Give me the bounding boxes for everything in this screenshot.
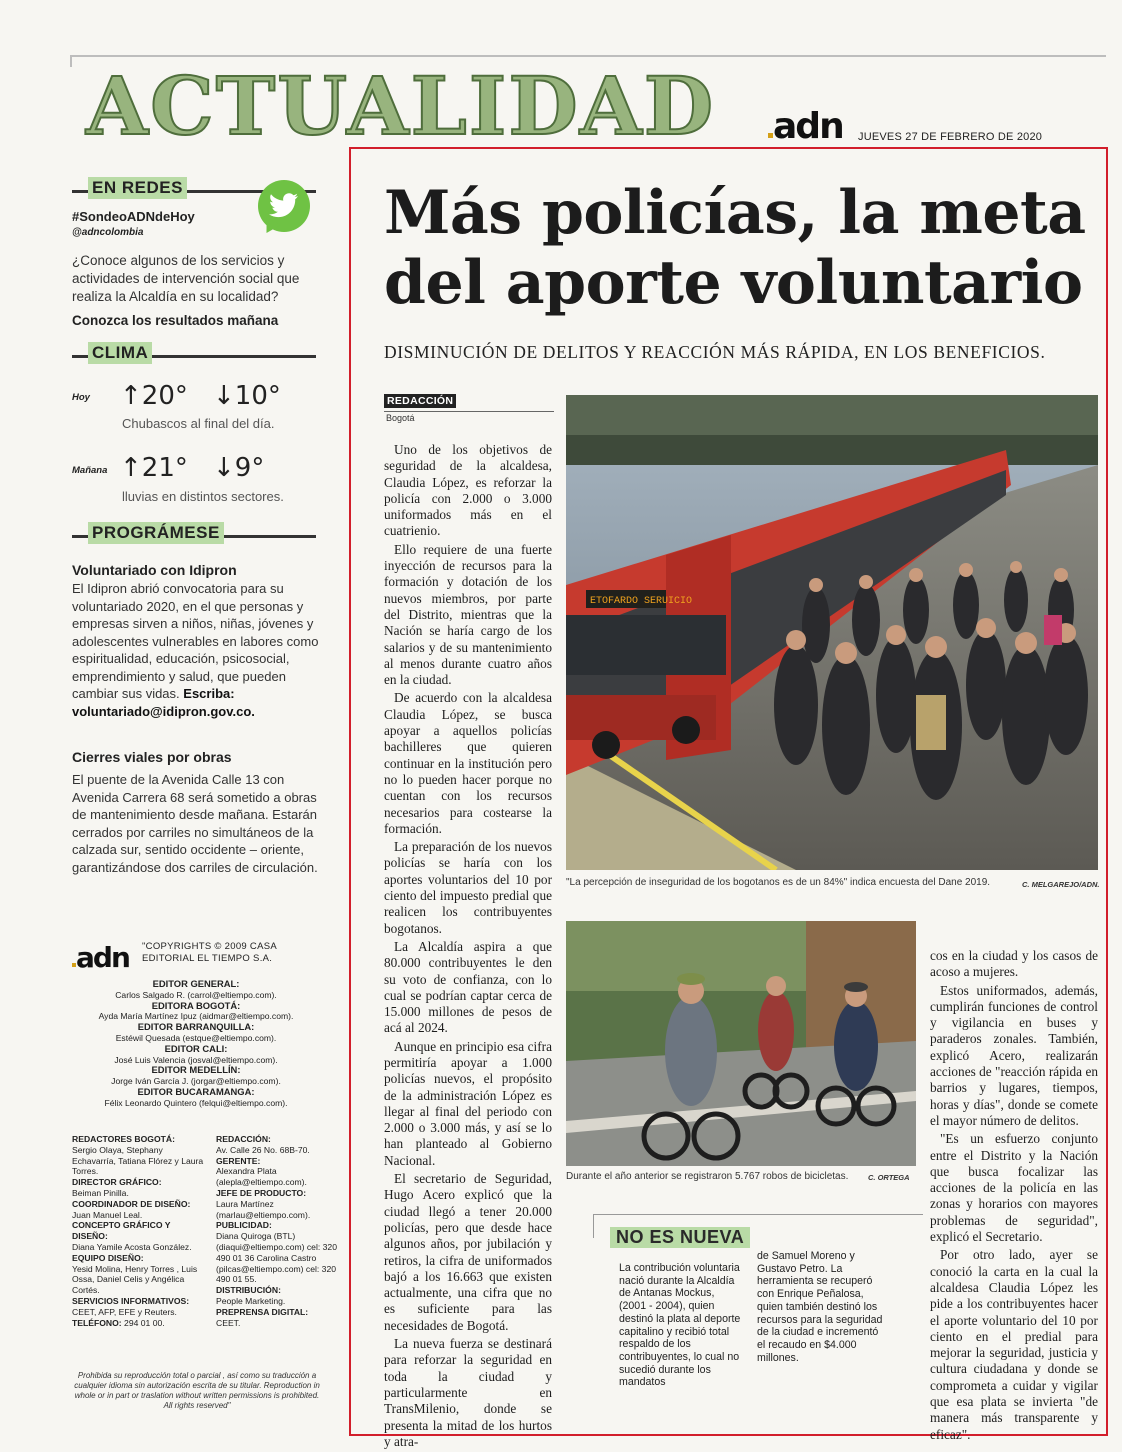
staff-role: DIRECTOR GRÁFICO:	[72, 1177, 162, 1188]
staff-name: CEET.	[216, 1317, 241, 1328]
staff-name: Beiman Pinilla.	[72, 1187, 129, 1198]
editor-role: EDITORA BOGOTÁ:	[151, 999, 241, 1011]
weather-desc-tomorrow: lluvias en distintos sectores.	[122, 489, 284, 504]
twitter-bird-glyph	[269, 193, 299, 219]
weather-day-tomorrow: Mañana	[72, 465, 108, 476]
box-rule	[593, 1214, 923, 1215]
editor-role: EDITOR GENERAL:	[152, 978, 240, 989]
editor-name: Ayda María Martínez Ipuz (aidmar@eltiempo.com).	[98, 1011, 294, 1022]
paragraph: La preparación de los nuevos policías se haría con los aportes voluntarios del 10 por ciento del impuesto predial que realicen los contribuyentes bogotanos.	[384, 839, 552, 936]
staff-role: PUBLICIDAD:	[216, 1220, 272, 1231]
article-headline: Más policías, la meta del aporte voluntario	[384, 178, 1086, 318]
byline: REDACCIÓN	[384, 394, 456, 408]
top-rule-tick	[70, 55, 72, 67]
article-subhead: DISMINUCIÓN DE DELITOS Y REACCIÓN MÁS RÁPIDA, EN LOS BENEFICIOS.	[384, 342, 1046, 362]
staff-name: Diana Yamile Acosta González.	[72, 1241, 192, 1252]
byline-city: Bogotá	[386, 413, 415, 423]
paragraph: Aunque en principio esa cifra permitiría apoyar a 1.000 policías nuevos, el propósito de la administración López es llegar al final del periodo con 2.000 o 3.000 más, y así se lo han planteado al Gobierno Nacional.	[384, 1038, 552, 1168]
article-column-1	[384, 442, 552, 1452]
programese-header	[72, 524, 316, 546]
editor-role: EDITOR CALI:	[164, 1042, 228, 1054]
staff-role: EQUIPO DISEÑO:	[72, 1252, 144, 1263]
staff-role: TELÉFONO:	[72, 1317, 122, 1328]
copyright-notice	[142, 941, 277, 965]
editor-name: Estéwil Quesada (estque@eltiempo.com).	[115, 1032, 277, 1043]
programese-label: PROGRÁMESE	[88, 522, 224, 544]
weather-low-today: ↓10°	[213, 381, 281, 411]
staff-name: People Marketing.	[216, 1295, 286, 1306]
paragraph: La Alcaldía aspira a que 80.000 contribuyentes le den su voto de confianza, con lo cual se podrían captar cerca de 15.000 millones de pesos de acá al 2024.	[384, 938, 552, 1036]
adn-logo-text: adn	[76, 941, 129, 974]
box-rule-left	[593, 1214, 594, 1238]
rights-notice: Prohibida su reproducción total o parcial , así como su traducción a cualquier idioma sin autorización escrita de su titular. Reproduction in whole or in part or traslation without written permissions is prohibited. All rights reserved"	[74, 1371, 320, 1410]
social-handle[interactable]: @adncolombia	[72, 227, 144, 238]
staff-role: GERENTE:	[216, 1155, 261, 1166]
cyclists-scene	[566, 921, 916, 1166]
editor-role: EDITOR BUCARAMANGA:	[137, 1085, 255, 1097]
editor-name: Jorge Iván García J. (jorgar@eltiempo.com).	[111, 1076, 281, 1087]
paragraph: Ello requiere de una fuerte inyección de recursos para la formación y dotación de los nuevos miembros, por parte del Distrito, mientras que la Nación se haría cargo de los salarios y de su mantenimiento al menos durante cuatro años en la ciudad.	[384, 541, 552, 688]
transmilenio-photo	[566, 395, 1098, 870]
editor-name: Carlos Salgado R. (carrol@eltiempo.com).	[115, 989, 277, 1000]
paragraph: cos en la ciudad y los casos de acoso a mujeres.	[930, 948, 1098, 980]
cyclists-photo	[566, 921, 916, 1166]
staff-role: REDACCIÓN:	[216, 1134, 271, 1144]
sidebar-box-label: NO ES NUEVA	[610, 1227, 750, 1248]
staff-name: Diana Quiroga (BTL) (diaqui@eltiempo.com) cel: 320 490 01 36 Carolina Castro (pilcas@eltiempo.com) cel: 320 490 01 55.	[216, 1231, 337, 1285]
staff-name: Sergio Olaya, Stephany Echavarría, Tatiana Flórez y Laura Torres.	[72, 1144, 204, 1177]
staff-role: JEFE DE PRODUCTO:	[216, 1187, 307, 1198]
poll-question: ¿Conoce algunos de los servicios y actividades de intervención social que realiza la Alcaldía en su localidad?	[72, 253, 300, 304]
poll-results-note: Conozca los resultados mañana	[72, 313, 279, 328]
paragraph: Estos uniformados, además, cumplirán funciones de control y vigilancia en buses y paraderos zonales. También, explicó Acero, realizarán acciones de "reacción rápida en barrios y lugares, tiempos, horas y días", donde se comete el mayor número de delitos.	[930, 982, 1098, 1128]
clima-header	[72, 344, 316, 366]
editor-name: José Luis Valencia (josval@eltiempo.com).	[114, 1054, 278, 1065]
staff-name: Alexandra Plata (alepla@eltiempo.com).	[216, 1166, 307, 1188]
staff-role: REDACTORES BOGOTÁ:	[72, 1134, 175, 1144]
event-description	[72, 580, 322, 720]
copyright-line: EDITORIAL EL TIEMPO S.A.	[142, 953, 273, 964]
byline-rule	[384, 411, 554, 412]
editor-name: Félix Leonardo Quintero (felqui@eltiempo.com).	[104, 1097, 288, 1108]
staff-role: DISTRIBUCIÓN:	[216, 1285, 281, 1296]
paragraph: Uno de los objetivos de seguridad de la alcaldesa, Claudia López, es reforzar la policía con 2.000 o 3.000 uniformados más en el cuatrienio.	[384, 442, 552, 539]
paragraph: Por otro lado, ayer se conoció la carta en la cual la alcaldesa Claudia López les pide a los contribuyentes hacer el aporte voluntario del 10 por ciento en el predial para mejorar la seguridad, justicia y cultura ciudadana y donde se comprometa a cuidar y vigilar que esa plata se invierta "de manera más transparente y eficaz".	[930, 1247, 1098, 1442]
event-text: El Idipron abrió convocatoria para su voluntariado 2020, en el que personas y empresas sirven a niños, niñas, jóvenes y adolescentes vulnerables en labores como espiritualidad, educación, psicosocial, emprendimiento y salud, que pueden cambiar sus vidas.	[72, 581, 319, 701]
event-title: Cierres viales por obras	[72, 749, 232, 765]
event-description: El puente de la Avenida Calle 13 con Avenida Carrera 68 será sometido a obras de mantenimiento desde mañana. Estarán cerrados por carriles no simultáneos de la calzada sur, sentido occidente – oriente, garantizándose dos carriles de circulación.	[72, 772, 318, 875]
sidebar-box-column-1: La contribución voluntaria nació durante la Alcaldía de Antanas Mockus, (2001 - 2004), quien destinó la plata al deporte capitalino y recibió total respaldo de los contribuyentes, lo cual no sucedió durante los mandatos	[619, 1262, 741, 1389]
section-title: ACTUALIDAD	[86, 59, 716, 153]
adn-logo	[768, 106, 843, 147]
bus-destination-sign: ETOFARDO SERUICIO	[590, 596, 693, 607]
en-redes-label: EN REDES	[88, 177, 187, 199]
staff-name: Yesid Molina, Henry Torres , Luis Ossa, Daniel Celis y Angélica Cortés.	[72, 1263, 198, 1296]
adn-logo-text: adn	[773, 106, 843, 147]
paragraph: La nueva fuerza se destinará para reforzar la seguridad en toda la ciudad y particularmente en TransMilenio, donde se presenta la mitad de los hurtos y atra-	[384, 1336, 552, 1449]
clima-label: CLIMA	[88, 342, 152, 364]
paragraph: El secretario de Seguridad, Hugo Acero explicó que la ciudad llegó a tener 20.000 policías, pero que desde hace algunos años, por jubilación y retiros, la cifra de uniformados bajó a los 16.663 que existen actualmente, una cifra que no es suficiente para las necesidades de Bogotá.	[384, 1171, 552, 1333]
weather-desc-today: Chubascos al final del día.	[122, 416, 275, 431]
staff-name: CEET, AFP, EFE y Reuters.	[72, 1306, 177, 1317]
transmilenio-scene	[566, 395, 1098, 870]
top-rule	[70, 55, 1106, 57]
staff-name: Juan Manuel Leal.	[72, 1209, 143, 1220]
staff-role: COORDINADOR DE DISEÑO:	[72, 1198, 191, 1209]
staff-role: SERVICIOS INFORMATIVOS:	[72, 1295, 190, 1306]
staff-list-right	[216, 1134, 346, 1328]
paragraph: "Es un esfuerzo conjunto entre el Distrito y la Nación que busca focalizar las acciones de la policía en las zonas y horarios con mayores problemas de seguridad", explicó el Secretario.	[930, 1131, 1098, 1245]
sidebar-box-column-2: de Samuel Moreno y Gustavo Petro. La herramienta se recuperó con Enrique Peñalosa, quien también destinó los recursos para la seguridad de la ciudad e incrementó el recaudo en $4.000 millones.	[757, 1250, 883, 1364]
staff-name: 294 01 00.	[124, 1317, 165, 1328]
weather-high-today: ↑20°	[120, 381, 188, 411]
staff-name: Laura Martínez (marlau@eltiempo.com).	[216, 1198, 311, 1220]
dateline: JUEVES 27 DE FEBRERO DE 2020	[858, 131, 1043, 143]
weather-low-tomorrow: ↓9°	[213, 453, 265, 483]
paragraph: De acuerdo con la alcaldesa Claudia López, se busca apoyar a aquellos policías bachilleres que quieren continuar en la institución pero no lo pueden hacer porque no cuentan con los recursos necesarios para costearse la formación.	[384, 690, 552, 836]
weather-high-tomorrow: ↑21°	[120, 453, 188, 483]
article-column-3	[930, 948, 1098, 1445]
staff-name: Av. Calle 26 No. 68B-70.	[216, 1144, 310, 1155]
adn-logo-small	[72, 941, 129, 974]
staff-role: PREPRENSA DIGITAL:	[216, 1306, 309, 1317]
weather-day-today: Hoy	[72, 392, 90, 403]
photo-credit: C. MELGAREJO/ADN.	[1022, 880, 1100, 889]
photo-credit: C. ORTEGA	[868, 1173, 910, 1182]
editor-role: EDITOR BARRANQUILLA:	[137, 1021, 255, 1033]
staff-role: CONCEPTO GRÁFICO Y DISEÑO:	[72, 1220, 171, 1242]
staff-list-left	[72, 1134, 207, 1328]
copyright-line: "COPYRIGHTS © 2009 CASA	[142, 941, 278, 952]
event-contact-email[interactable]: Escriba: voluntariado@idipron.gov.co.	[72, 686, 255, 719]
editor-role: EDITOR MEDELLÍN:	[151, 1064, 241, 1076]
event-title: Voluntariado con Idipron	[72, 562, 237, 578]
editors-list	[72, 979, 320, 1109]
hashtag-link[interactable]: #SondeoADNdeHoy	[72, 209, 195, 224]
photo-caption: Durante el año anterior se registraron 5.767 robos de bicicletas.	[566, 1171, 849, 1182]
photo-caption: "La percepción de inseguridad de los bogotanos es de un 84%" indica encuesta del Dane 2019.	[566, 877, 991, 888]
